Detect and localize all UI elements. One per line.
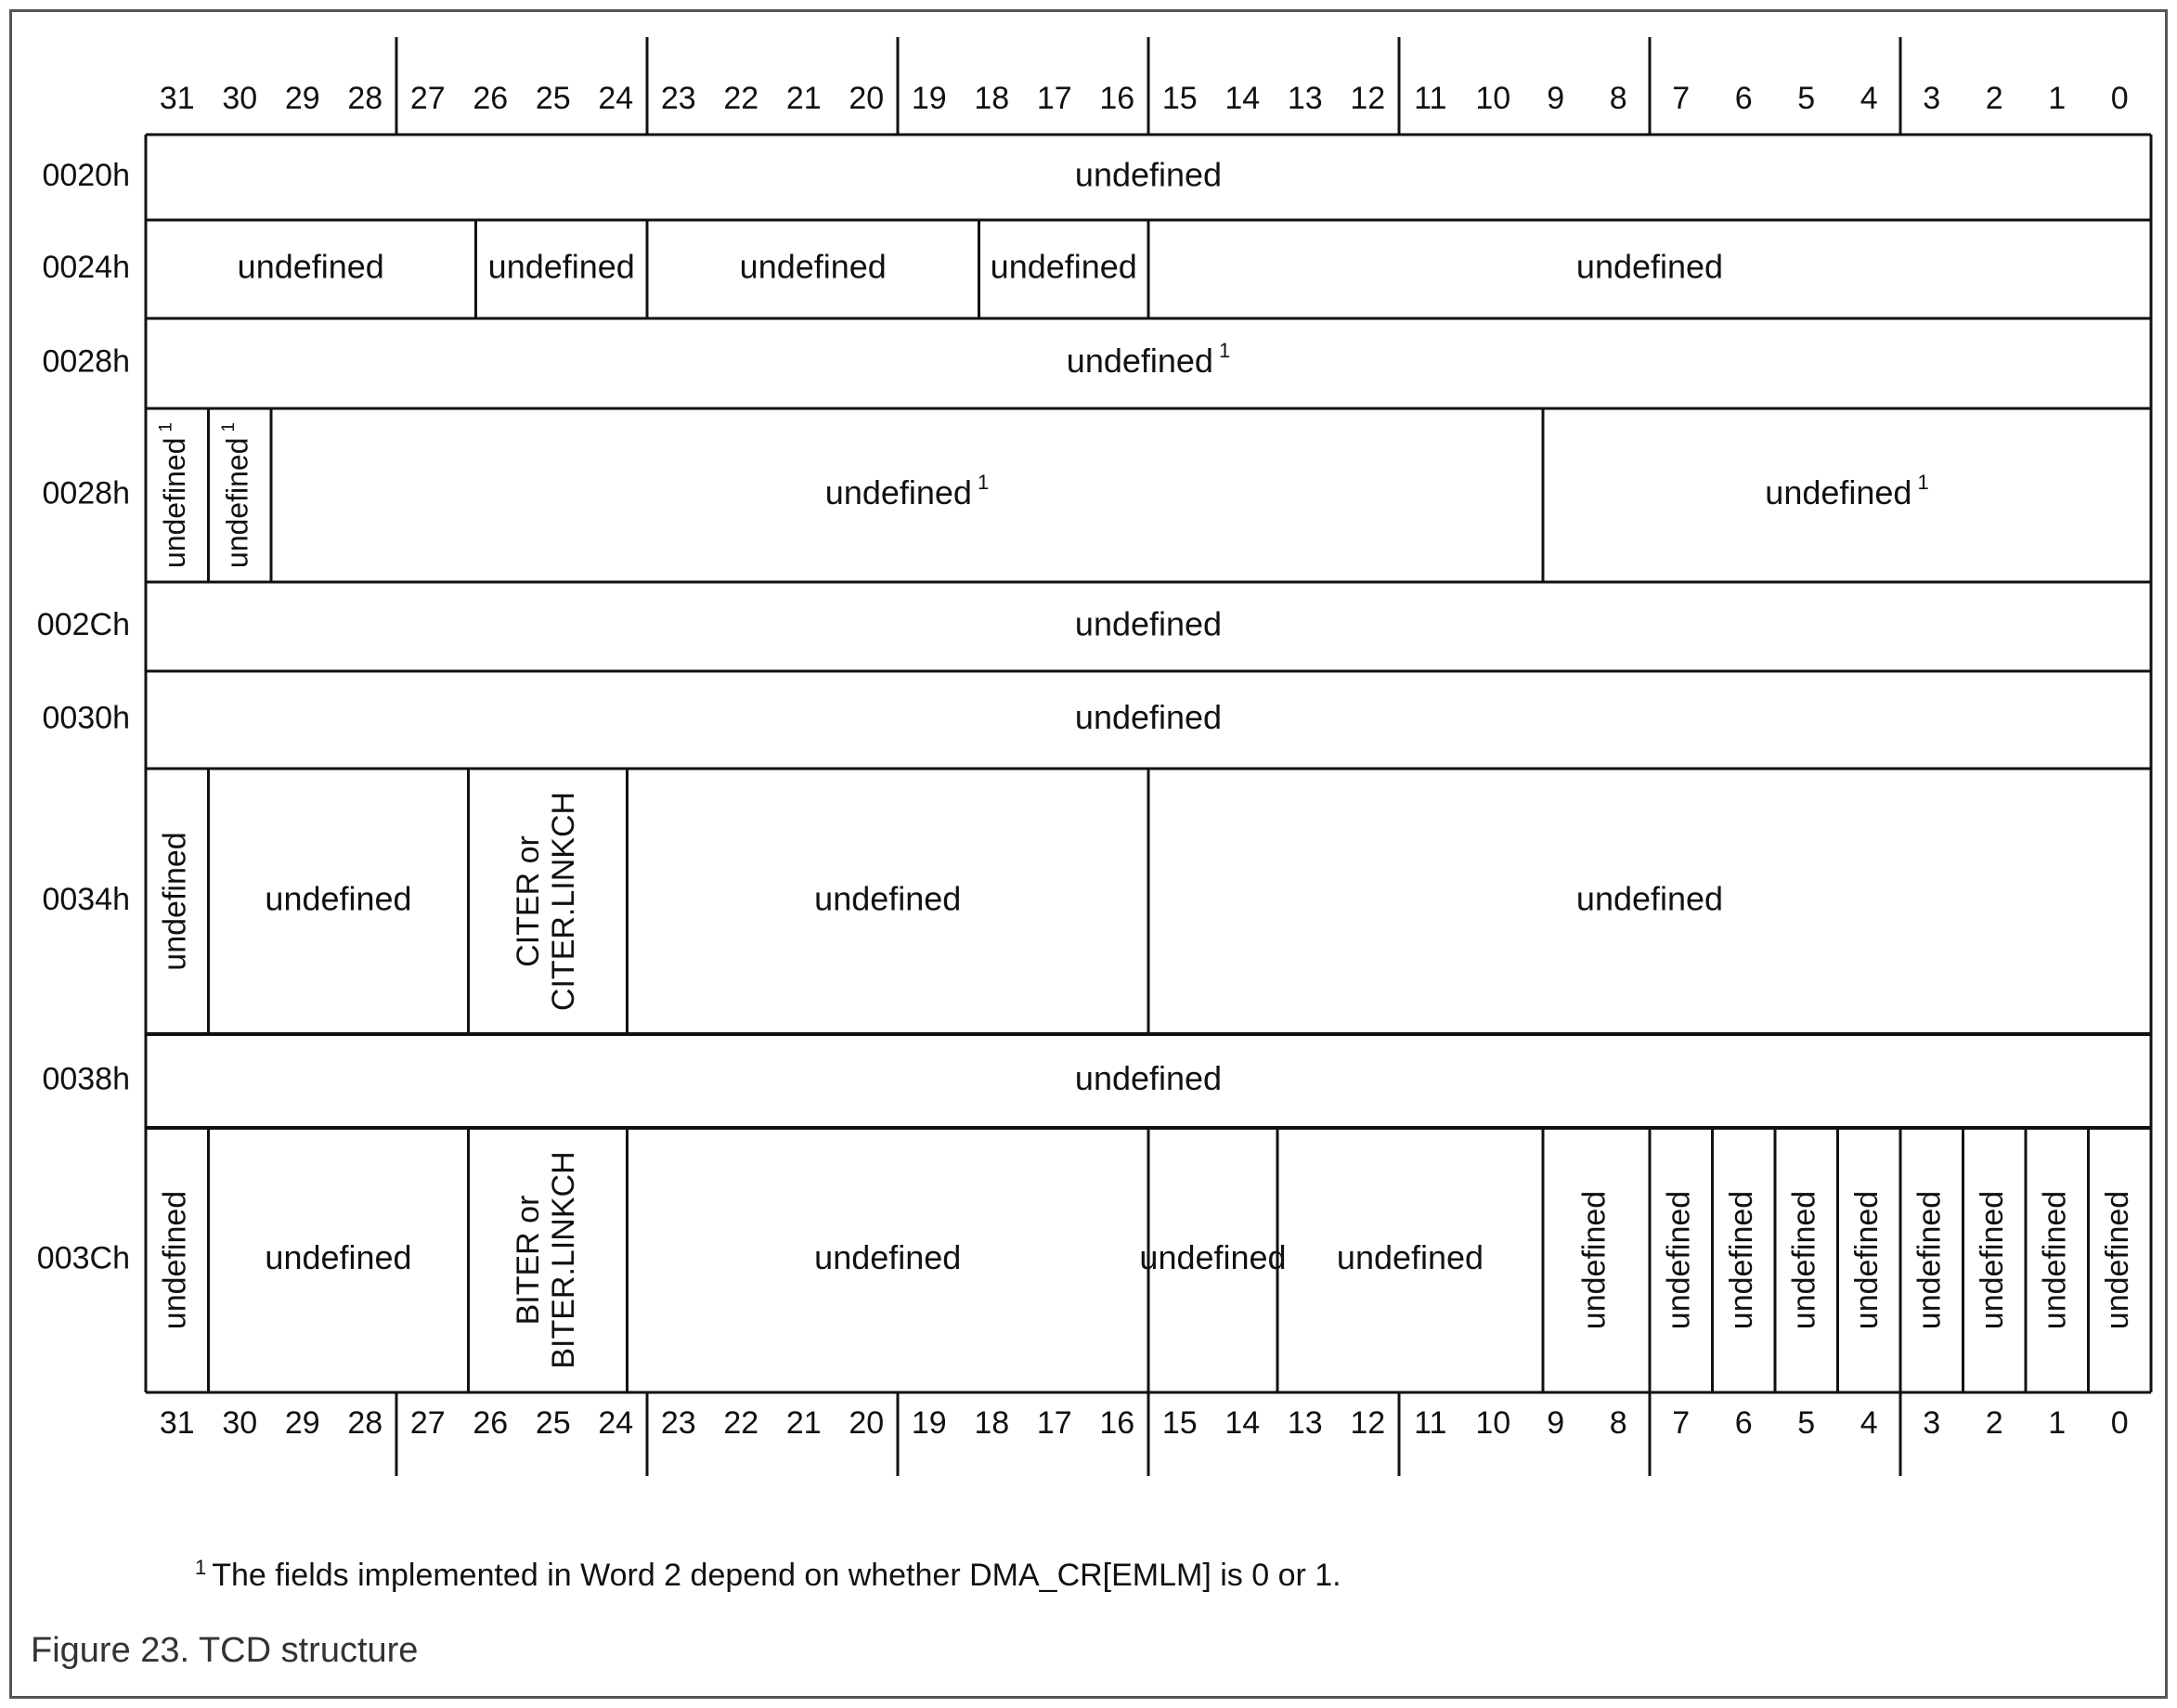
bottom-bit-label: 1 (2048, 1404, 2067, 1441)
bottom-bit-label: 26 (473, 1404, 509, 1441)
bottom-bit-label: 8 (1609, 1404, 1627, 1441)
bottom-bit-label: 21 (785, 1404, 822, 1441)
field-dmloe: undefined$^1$ (219, 421, 254, 569)
field-biter-elink: undefined (157, 1190, 193, 1330)
row-offset: 0020h (42, 157, 130, 193)
field-bwc: undefined (1139, 1238, 1287, 1277)
footnote-text: The fields implemented in Word 2 depend on whether DMA_CR[EMLM] is 0 or 1. (212, 1558, 1341, 1593)
field-biter: undefined (814, 1238, 962, 1277)
top-bit-label: 5 (1797, 80, 1816, 116)
top-bit-label: 6 (1734, 80, 1753, 116)
row-offset: 0030h (42, 700, 130, 736)
row-offset: 0038h (42, 1061, 130, 1097)
field-esg: undefined (1849, 1190, 1885, 1330)
field-inthalf: undefined (1975, 1190, 2011, 1330)
top-bit-label: 22 (723, 80, 759, 116)
top-bit-label: 8 (1609, 80, 1627, 116)
top-bit-label: 27 (409, 80, 446, 116)
top-bit-label: 0 (2110, 80, 2129, 116)
top-bit-label: 7 (1672, 80, 1691, 116)
row-offset: 0028h (42, 475, 130, 511)
field-reserved: undefined (1336, 1238, 1484, 1277)
bottom-bit-label: 0 (2110, 1404, 2129, 1441)
row-offset: 002Ch (36, 606, 130, 642)
bottom-bit-label: 14 (1225, 1404, 1261, 1441)
field-major-linkch: undefined (1576, 1190, 1613, 1330)
bottom-bit-label: 23 (660, 1404, 696, 1441)
field-smloe: undefined$^1$ (156, 421, 192, 569)
row-offset: 0028h (42, 343, 130, 380)
top-bit-label: 13 (1287, 80, 1323, 116)
field-biter-or-biter-linkch: BITER orBITER.LINKCH (510, 1151, 582, 1369)
bottom-bit-label: 13 (1287, 1404, 1323, 1441)
field-smod: undefined (237, 247, 384, 286)
field-citer: undefined (814, 879, 962, 918)
top-bit-label: 23 (660, 80, 696, 116)
bottom-bit-label: 4 (1860, 1404, 1878, 1441)
field-nbytes: undefined $^1$ (1765, 470, 1929, 512)
top-bit-label: 20 (849, 80, 885, 116)
top-bit-label: 15 (1161, 80, 1198, 116)
bottom-bit-label: 30 (222, 1404, 258, 1441)
top-bit-label: 28 (347, 80, 383, 116)
bottom-bit-label: 6 (1734, 1404, 1753, 1441)
bottom-bit-label: 19 (911, 1404, 947, 1441)
footnote-marker: 1 (195, 1556, 207, 1579)
bottom-bit-label: 29 (284, 1404, 320, 1441)
field-citer-elink: undefined (157, 832, 193, 971)
field-reserved: undefined (265, 879, 412, 918)
top-bit-label: 30 (222, 80, 258, 116)
bottom-bit-label: 25 (535, 1404, 571, 1441)
top-bit-label: 17 (1036, 80, 1072, 116)
top-bit-label: 14 (1225, 80, 1261, 116)
top-bit-label: 11 (1414, 80, 1447, 116)
field-nbytes: undefined $^1$ (1066, 338, 1231, 381)
top-bit-label: 21 (785, 80, 822, 116)
top-bit-label: 9 (1547, 80, 1565, 116)
field-mloff-or-nbytes: undefined $^1$ (824, 470, 990, 512)
top-bit-label: 16 (1099, 80, 1135, 116)
field-dlast-sga: undefined (1074, 1059, 1223, 1098)
top-bit-label: 25 (535, 80, 571, 116)
bottom-bit-label: 17 (1036, 1404, 1072, 1441)
bottom-bit-label: 31 (159, 1404, 195, 1441)
field-major-elink: undefined (1786, 1190, 1822, 1330)
field-saddr: undefined (1074, 155, 1223, 194)
bottom-bit-label: 28 (347, 1404, 383, 1441)
bottom-bit-label: 12 (1350, 1404, 1386, 1441)
field-esda: undefined (1661, 1190, 1697, 1330)
row-offset: 0024h (42, 249, 130, 285)
figure-caption: Figure 23. TCD structure (31, 1631, 419, 1670)
top-bit-label: 24 (598, 80, 634, 116)
field-daddr: undefined (1074, 698, 1223, 737)
bottom-bit-label: 16 (1099, 1404, 1135, 1441)
bottom-bit-label: 20 (849, 1404, 885, 1441)
bottom-bit-label: 15 (1161, 1404, 1198, 1441)
bottom-bit-label: 22 (723, 1404, 759, 1441)
row-offset: 003Ch (36, 1240, 130, 1276)
field-reserved: undefined (265, 1238, 412, 1277)
bottom-bit-label: 7 (1672, 1404, 1691, 1441)
footnote (195, 1556, 1341, 1594)
top-bit-label: 10 (1475, 80, 1511, 116)
row-offset: 0034h (42, 881, 130, 917)
top-bit-label: 12 (1350, 80, 1386, 116)
bottom-bit-label: 27 (409, 1404, 446, 1441)
field-ssize: undefined (487, 247, 635, 286)
top-bit-label: 26 (473, 80, 509, 116)
top-bit-label: 31 (159, 80, 195, 116)
field-dsize: undefined (990, 247, 1137, 286)
top-bit-label: 19 (911, 80, 947, 116)
bottom-bit-label: 3 (1923, 1404, 1941, 1441)
top-bit-label: 1 (2048, 80, 2067, 116)
bottom-bit-label: 9 (1547, 1404, 1565, 1441)
bottom-bit-label: 18 (974, 1404, 1010, 1441)
field-intmajor: undefined (2037, 1190, 2073, 1330)
top-bit-label: 3 (1923, 80, 1941, 116)
top-bit-label: 29 (284, 80, 320, 116)
top-bit-label: 4 (1860, 80, 1878, 116)
bottom-bit-label: 5 (1797, 1404, 1816, 1441)
bottom-bit-label: 2 (1985, 1404, 2003, 1441)
field-citer-or-citer-linkch: CITER orCITER.LINKCH (510, 791, 582, 1012)
field-slast: undefined (1074, 604, 1223, 643)
bottom-bit-label: 10 (1475, 1404, 1511, 1441)
field-eeop: undefined (1724, 1190, 1760, 1330)
top-bit-label: 2 (1985, 80, 2003, 116)
field-dmod: undefined (739, 247, 887, 286)
field-start: undefined (2100, 1190, 2136, 1330)
bottom-bit-label: 11 (1414, 1404, 1447, 1441)
field-doff: undefined (1575, 879, 1724, 918)
field-soff: undefined (1575, 247, 1724, 286)
top-bit-label: 18 (974, 80, 1010, 116)
bottom-bit-label: 24 (598, 1404, 634, 1441)
field-dreq: undefined (1911, 1190, 1948, 1330)
